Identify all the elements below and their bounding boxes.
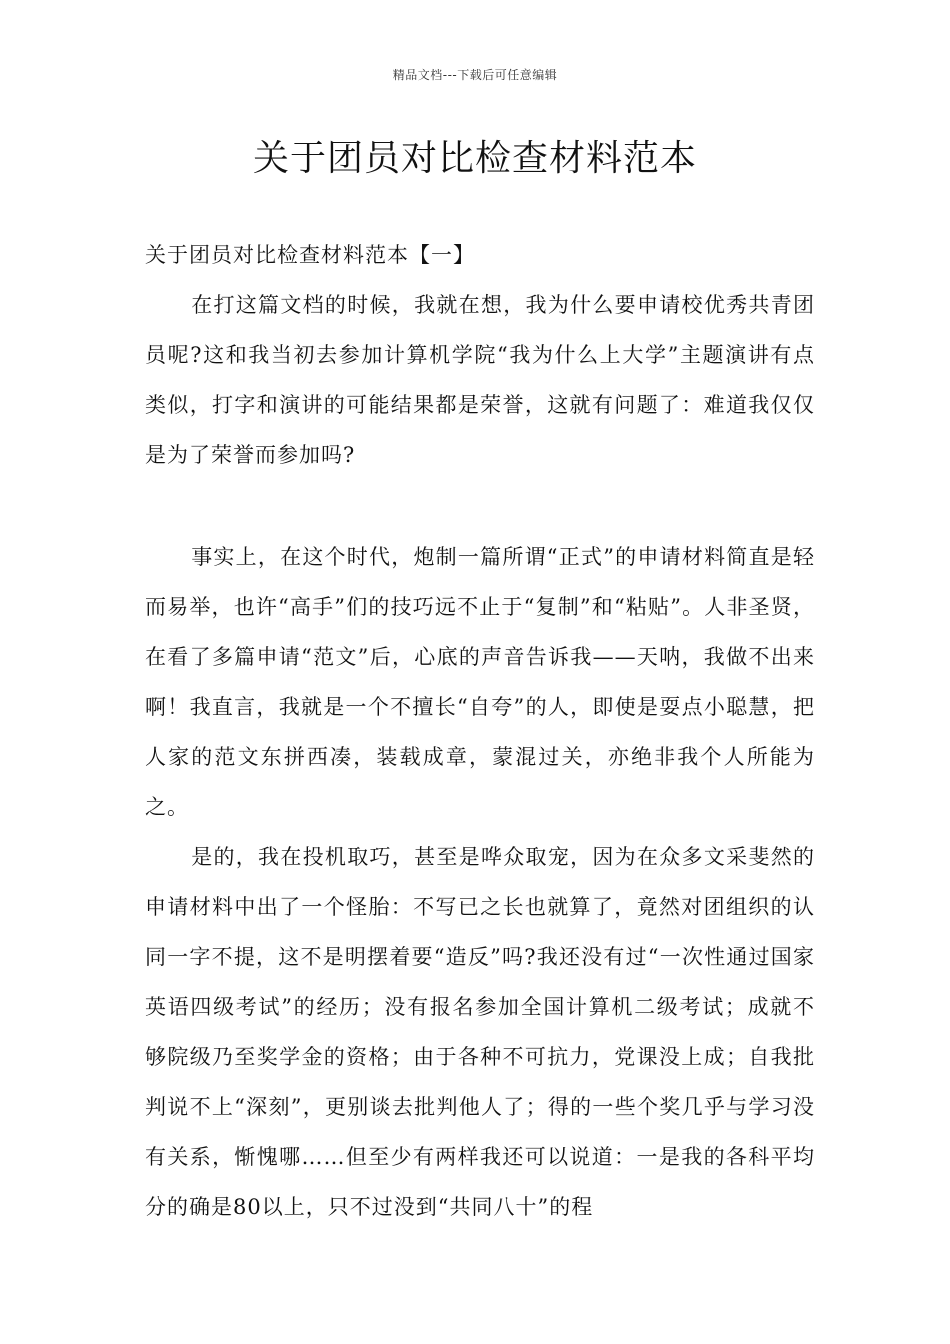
document-body	[145, 230, 815, 1232]
header-note: 精品文档---下载后可任意编辑	[392, 68, 558, 82]
document-title: 关于团员对比检查材料范本	[252, 138, 697, 179]
paragraph-spacer	[145, 480, 815, 532]
paragraph: 在打这篇文档的时候，我就在想，我为什么要申请校优秀共青团员呢?这和我当初去参加计算机学院“我为什么上大学”主题演讲有点类似，打字和演讲的可能结果都是荣誉，这就有问题了：难道我仅仅是为了荣誉而参加吗?	[145, 293, 815, 467]
paragraph: 是的，我在投机取巧，甚至是哗众取宠，因为在众多文采斐然的申请材料中出了一个怪胎：不写已之长也就算了，竟然对团组织的认同一字不提，这不是明摆着要“造反”吗?我还没有过“一次性通过国家英语四级考试”的经历；没有报名参加全国计算机二级考试；成就不够院级乃至奖学金的资格；由于各种不可抗力，党课没上成；自我批判说不上“深刻”，更别谈去批判他人了；得的一些个奖几乎与学习没有关系，惭愧哪……但至少有两样我还可以说道：一是我的各科平均分的确是80以上，只不过没到“共同八十”的程	[145, 845, 815, 1219]
paragraph: 事实上，在这个时代，炮制一篇所谓“正式”的申请材料简直是轻而易举，也许“高手”们的技巧远不止于“复制”和“粘贴”。人非圣贤，在看了多篇申请“范文”后，心底的声音告诉我——天呐，我做不出来啊！我直言，我就是一个不擅长“自夸”的人，即使是耍点小聪慧，把人家的范文东拼西凑，装载成章，蒙混过关，亦绝非我个人所能为之。	[145, 545, 815, 819]
section-heading: 关于团员对比检查材料范本【一】	[145, 243, 475, 267]
